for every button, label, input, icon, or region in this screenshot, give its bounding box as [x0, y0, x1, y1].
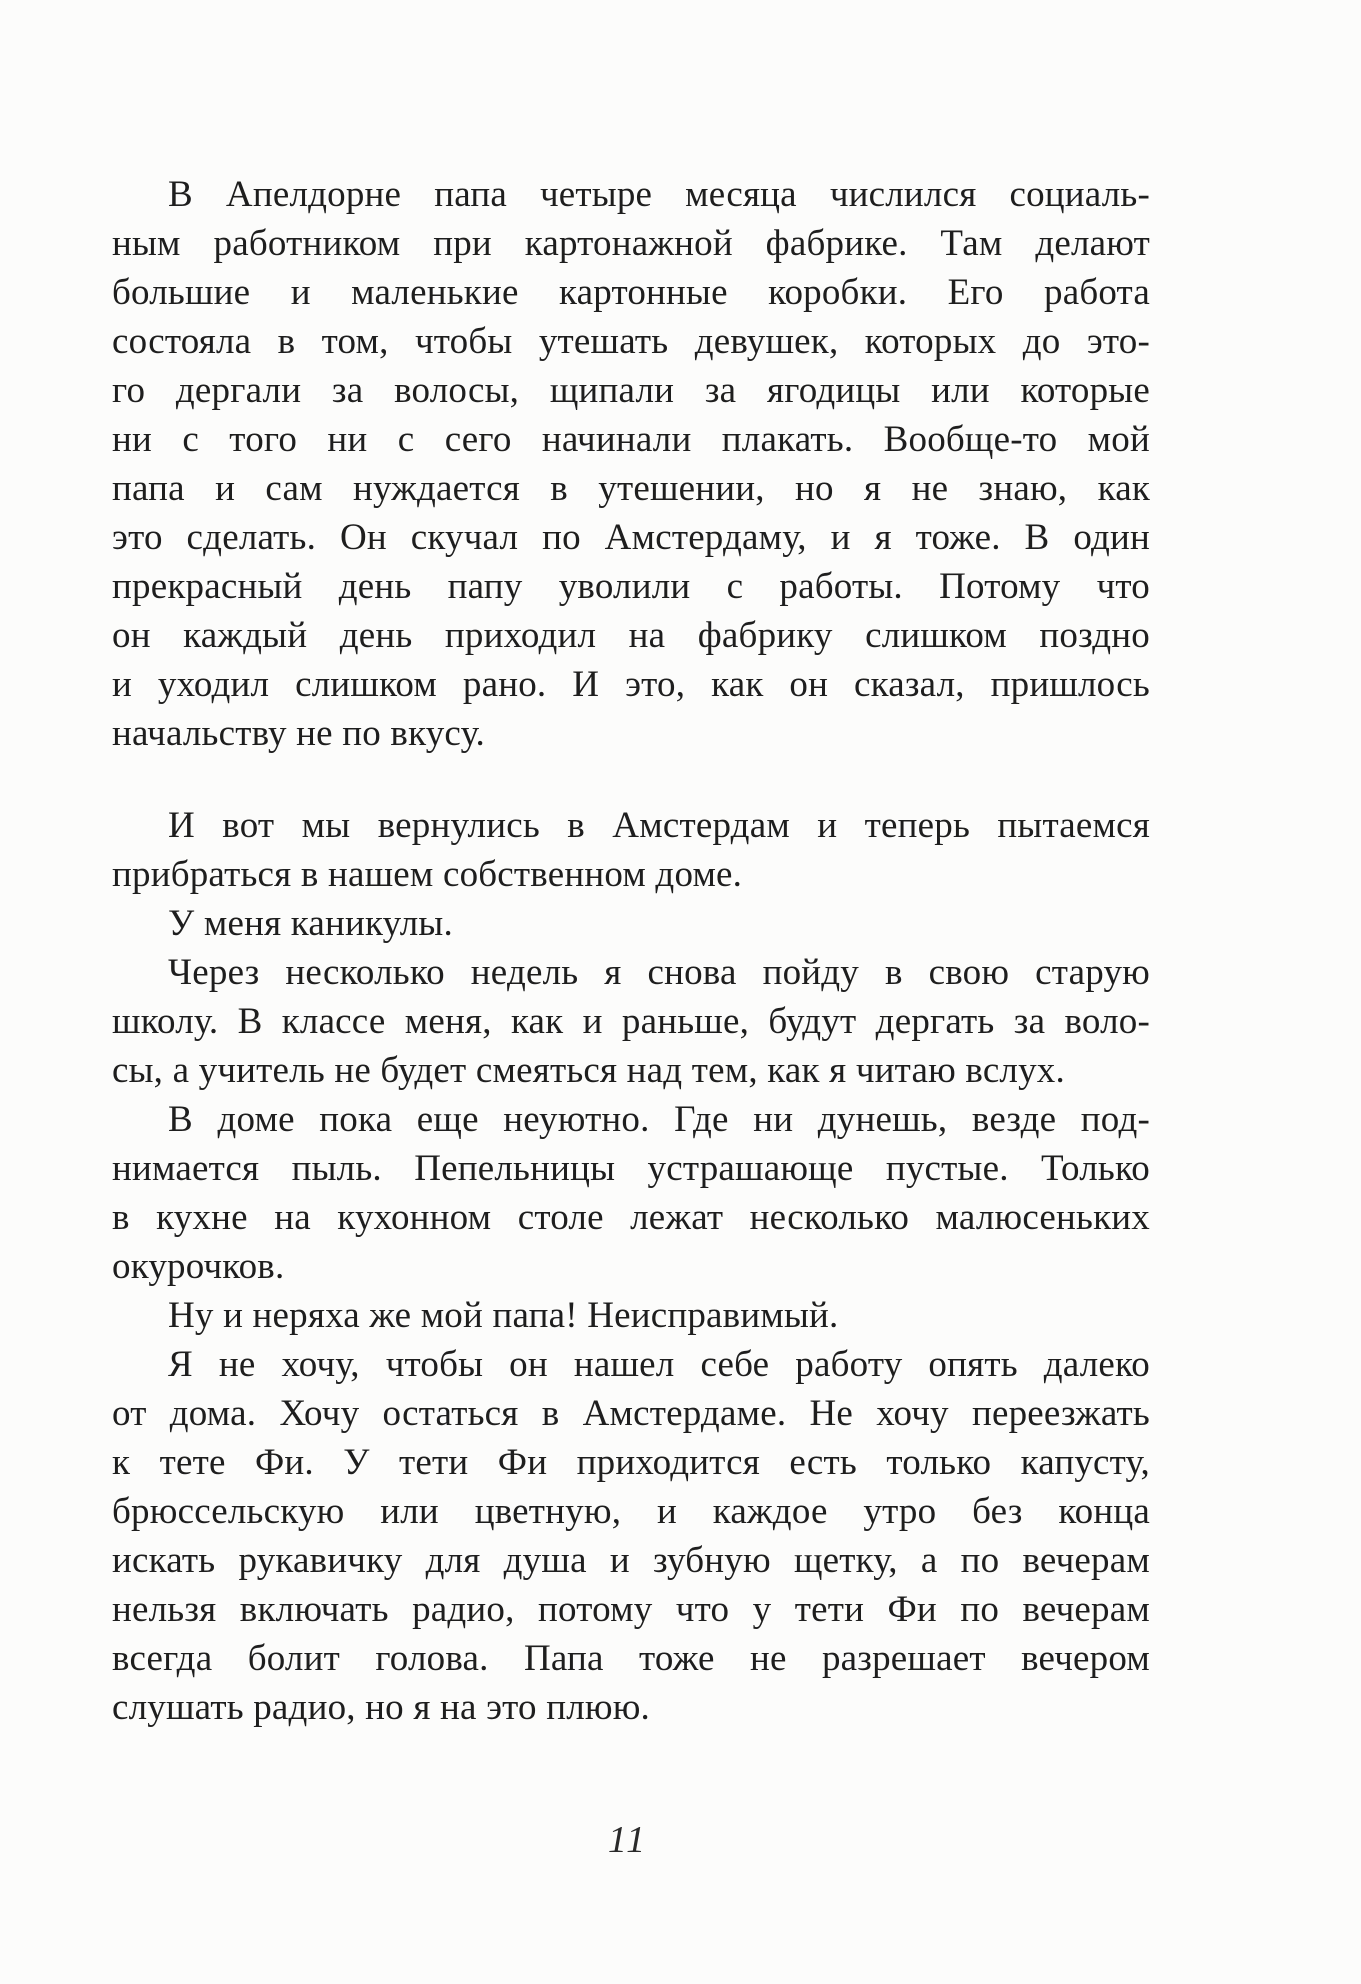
body-text [112, 170, 1150, 1732]
paragraph [112, 899, 1150, 948]
text-line: прибраться в нашем собственном доме. [112, 854, 743, 895]
paragraph [112, 170, 1150, 758]
paragraph [112, 1340, 1150, 1732]
text-line: Ну и неряха же мой папа! Неисправимый. [168, 1295, 839, 1336]
text-line: В доме пока еще неуютно. Где ни дунешь, везде под- [168, 1099, 1150, 1140]
text-line: в кухне на кухонном столе лежат несколько малюсеньких [112, 1197, 1150, 1238]
text-line: прекрасный день папу уволили с работы. Потому что [112, 566, 1150, 607]
text-line: Я не хочу, чтобы он нашел себе работу опять далеко [168, 1344, 1150, 1385]
text-line: искать рукавичку для душа и зубную щетку, а по вечерам [112, 1540, 1150, 1581]
text-line: нимается пыль. Пепельницы устрашающе пустые. Только [112, 1148, 1150, 1189]
paragraph [112, 801, 1150, 899]
paragraph [112, 1291, 1150, 1340]
text-line: школу. В классе меня, как и раньше, будут дергать за воло- [112, 1001, 1150, 1042]
text-line: нельзя включать радио, потому что у тети Фи по вечерам [112, 1589, 1150, 1630]
text-line: слушать радио, но я на это плюю. [112, 1687, 650, 1728]
text-line: У меня каникулы. [168, 903, 453, 944]
text-line: И вот мы вернулись в Амстердам и теперь пытаемся [168, 805, 1150, 846]
text-line: состояла в том, чтобы утешать девушек, которых до это- [112, 321, 1150, 362]
text-line: окурочков. [112, 1246, 285, 1287]
paragraph [112, 948, 1150, 1095]
text-line: Через несколько недель я снова пойду в свою старую [168, 952, 1150, 993]
text-line: В Апелдорне папа четыре месяца числился социаль- [168, 174, 1150, 215]
page-number: 11 [607, 1819, 648, 1861]
text-line: большие и маленькие картонные коробки. Его работа [112, 272, 1150, 313]
text-line: папа и сам нуждается в утешении, но я не знаю, как [112, 468, 1150, 509]
paragraph [112, 1095, 1150, 1291]
text-line: он каждый день приходил на фабрику слишком поздно [112, 615, 1150, 656]
text-line: это сделать. Он скучал по Амстердаму, и я тоже. В один [112, 517, 1150, 558]
text-line: ным работником при картонажной фабрике. Там делают [112, 223, 1150, 264]
text-line: начальству не по вкусу. [112, 713, 486, 754]
section-break [112, 758, 1150, 801]
text-line: к тете Фи. У тети Фи приходится есть только капусту, [112, 1442, 1150, 1483]
text-line: ни с того ни с сего начинали плакать. Вообще-то мой [112, 419, 1150, 460]
text-line: всегда болит голова. Папа тоже не разрешает вечером [112, 1638, 1150, 1679]
text-line: сы, а учитель не будет смеяться над тем, как я читаю вслух. [112, 1050, 1065, 1091]
text-line: от дома. Хочу остаться в Амстердаме. Не хочу переезжать [112, 1393, 1150, 1434]
text-line: го дергали за волосы, щипали за ягодицы или которые [112, 370, 1150, 411]
text-line: и уходил слишком рано. И это, как он сказал, пришлось [112, 664, 1150, 705]
text-line: брюссельскую или цветную, и каждое утро без конца [112, 1491, 1150, 1532]
